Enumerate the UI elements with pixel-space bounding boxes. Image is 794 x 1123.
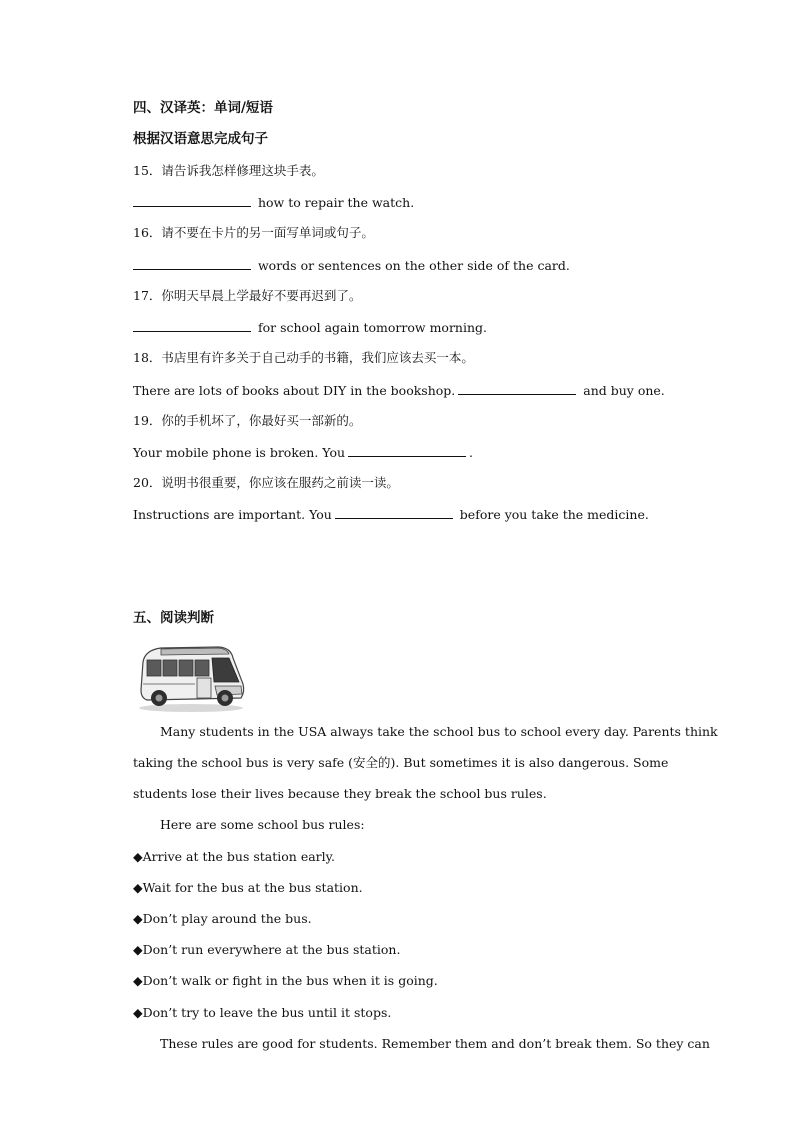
rule-item: ◆Don’t walk or fight in the bus when it is going. bbox=[133, 973, 438, 988]
question-19-english: Your mobile phone is broken. You . bbox=[133, 445, 474, 460]
question-18-english: There are lots of books about DIY in the bookshop. and buy one. bbox=[133, 383, 665, 398]
answer-blank-17[interactable] bbox=[133, 319, 251, 332]
section4-heading: 四、汉译英：单词/短语 bbox=[133, 100, 273, 116]
passage-closing-line: These rules are good for students. Remember them and don’t break them. So they can bbox=[160, 1036, 710, 1051]
answer-blank-15[interactable] bbox=[133, 194, 251, 207]
answer-blank-18[interactable] bbox=[458, 382, 576, 395]
question-15-chinese: 15．请告诉我怎样修理这块手表。 bbox=[133, 163, 324, 178]
school-bus-icon bbox=[133, 640, 248, 715]
rule-item: ◆Don’t run everywhere at the bus station. bbox=[133, 942, 401, 957]
rules-intro: Here are some school bus rules: bbox=[160, 817, 365, 832]
question-16-english: words or sentences on the other side of the card. bbox=[133, 257, 570, 274]
question-16-chinese: 16．请不要在卡片的另一面写单词或句子。 bbox=[133, 225, 374, 240]
passage-paragraph-line: Many students in the USA always take the school bus to school every day. Parents think bbox=[160, 724, 718, 739]
rule-item: ◆Arrive at the bus station early. bbox=[133, 849, 336, 864]
answer-blank-20[interactable] bbox=[335, 506, 453, 519]
question-15-english: how to repair the watch. bbox=[133, 194, 414, 211]
passage-paragraph-line: students lose their lives because they break the school bus rules. bbox=[133, 786, 547, 801]
rule-item: ◆Don’t play around the bus. bbox=[133, 911, 312, 926]
passage-paragraph-line: taking the school bus is very safe (安全的). But sometimes it is also dangerous. Some bbox=[133, 755, 669, 770]
question-20-chinese: 20．说明书很重要，你应该在服药之前读一读。 bbox=[133, 475, 399, 490]
question-19-chinese: 19．你的手机坏了，你最好买一部新的。 bbox=[133, 413, 362, 428]
rule-item: ◆Don’t try to leave the bus until it stops. bbox=[133, 1005, 392, 1020]
question-20-english: Instructions are important. You before you take the medicine. bbox=[133, 507, 649, 522]
question-17-english: for school again tomorrow morning. bbox=[133, 319, 487, 336]
school-bus-illustration bbox=[133, 640, 248, 715]
section5-heading: 五、阅读判断 bbox=[133, 610, 214, 626]
section4-instruction: 根据汉语意思完成句子 bbox=[133, 131, 268, 147]
rule-item: ◆Wait for the bus at the bus station. bbox=[133, 880, 363, 895]
answer-blank-19[interactable] bbox=[348, 444, 466, 457]
answer-blank-16[interactable] bbox=[133, 257, 251, 270]
question-18-chinese: 18．书店里有许多关于自己动手的书籍，我们应该去买一本。 bbox=[133, 350, 474, 365]
question-17-chinese: 17．你明天早晨上学最好不要再迟到了。 bbox=[133, 288, 362, 303]
